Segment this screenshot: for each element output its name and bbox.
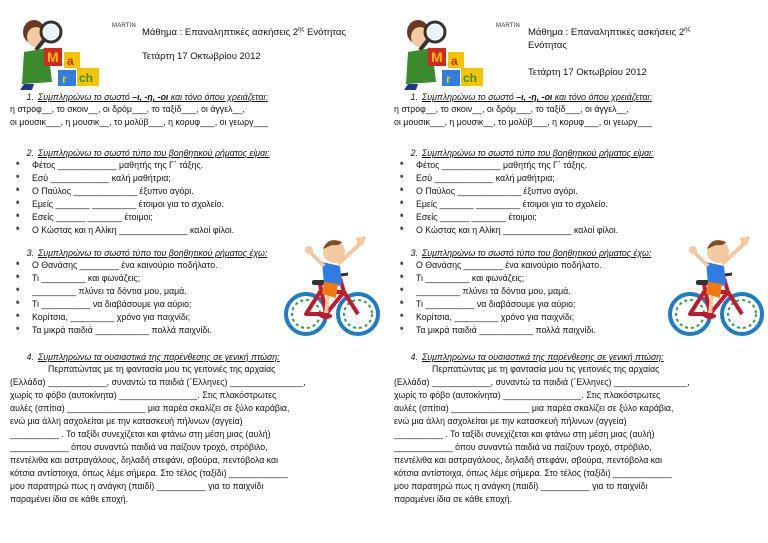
- svg-text:a: a: [451, 54, 458, 68]
- exercise-2-item: * Ο Κώστας και η Αλίκη ______________ καλοί φίλοι.: [10, 224, 375, 237]
- exercise-4-line: ενώ μια άλλη ασχολείται με την κατασκευή πήλινων (αγγεία): [394, 416, 627, 426]
- svg-text:ch: ch: [79, 71, 94, 85]
- exercise-2-item: * Εσύ ____________ καλή μαθήτρια;: [10, 172, 375, 185]
- exercise-4-heading: 4. Συμπληρώνω τα ουσιαστικά της παρένθεσης σε γενική πτώση:: [410, 352, 664, 362]
- exercise-4-line: μου παρατηρώ πως η ανάγκη (παιδί) __________ για το παιχνίδι: [10, 481, 264, 491]
- lesson-title: Μάθημα : Επαναληπτικές ασκήσεις $2^{\eta\varsigma}$ Ενότητας: [142, 26, 346, 38]
- exercise-3-item: * Τι __________ να διαβάσουμε για αύριο;: [10, 298, 375, 311]
- exercise-4-line: χωρίς το φόβο (αυτοκίνητα) ________________. Στις πλακόστρωτες: [10, 390, 277, 400]
- exercise-2-item: * Εσείς ______ _______ έτοιμοι;: [10, 211, 375, 224]
- exercise-4-line: __________ . Το ταξίδι συνεχίζεται και φτάνω στη μέση μιας (αυλή): [394, 429, 655, 439]
- exercise-4: [394, 351, 759, 506]
- exercise-2-item: * Εσύ ____________ καλή μαθήτρια;: [394, 172, 759, 185]
- brand-label: MARTIN: [112, 23, 137, 29]
- exercise-1-line: η στροφ__, το σκοιν__, οι δρόμ___, το ταξίδ___, οι άγγελ__,: [10, 104, 245, 114]
- exercise-4-line: κότσια αντίστοιχα, όπως λέμε σήμερα. Στο τέλος (ταξίδι) ____________: [10, 468, 288, 478]
- exercise-2-item: * Ο Κώστας και η Αλίκη ______________ καλοί φίλοι.: [394, 224, 759, 237]
- exercise-2-item: * Εσείς ______ _______ έτοιμοι;: [394, 211, 759, 224]
- exercise-1-heading: 1. Συμπληρώνω το σωστό –ι, -η, -οι και τόνο όπου χρειάζεται:: [410, 92, 652, 102]
- brand-label: MARTIN: [496, 23, 521, 29]
- exercise-1-line: η στροφ__, το σκοιν__, οι δρόμ___, το ταξίδ___, οι άγγελ__,: [394, 104, 629, 114]
- worksheet-header: [0, 0, 380, 92]
- lesson-date: Τετάρτη 17 Οκτωβρίου 2012: [528, 67, 647, 78]
- lesson-date: Τετάρτη 17 Οκτωβρίου 2012: [142, 51, 261, 62]
- exercise-4-line: κότσια αντίστοιχα, όπως λέμε σήμερα. Στο τέλος (ταξίδι) ____________: [394, 468, 672, 478]
- exercise-4-line: μου παρατηρώ πως η ανάγκη (παιδί) __________ για το παιχνίδι: [394, 481, 648, 491]
- exercise-4-line: (Ελλάδα) ____________, συναντώ τα παιδιά (΄Ελληνες) _______________,: [10, 377, 306, 387]
- boy-riding-bicycle-icon: [282, 222, 380, 340]
- exercise-3-item: * Ο Θανάσης ________ ένα καινούριο ποδήλατο.: [394, 259, 759, 272]
- exercise-4-line: παραμένει ίδια σε κάθε εποχή.: [394, 494, 513, 504]
- exercise-1-heading: 1. Συμπληρώνω το σωστό –ι, -η, -οι και τόνο όπου χρειάζεται:: [26, 92, 268, 102]
- exercise-1-line: οι μουσικ___, η μουσικ__, το μολύβ___, η κορυφ___, οι γεωργ___: [10, 117, 269, 127]
- exercise-4-line: αυλές (σπίτια) ________________ μια παρέα σκαλίζει σε ξύλο καράβια,: [394, 403, 674, 413]
- worksheet-header: [384, 0, 764, 92]
- exercise-3-heading: 3. Συμπληρώνω το σωστό τύπο του βοηθητικού ρήματος έχω:: [410, 248, 652, 258]
- exercise-4: [10, 351, 375, 506]
- exercise-4-line: πεντέλιθα και αστραγάλους, δηλαδή στεφάνι, σβούρα, πεντόβολα και: [10, 455, 279, 465]
- svg-text:M: M: [47, 49, 59, 65]
- exercise-3-item: * Ο Θανάσης ________ ένα καινούριο ποδήλατο.: [10, 259, 375, 272]
- exercise-4-line: ____________ όπου συναντώ παιδιά να παίζουν τροχό, στρόβιλο,: [10, 442, 268, 452]
- exercise-1-line: οι μουσικ___, η μουσικ__, το μολύβ___, η κορυφ___, οι γεωργ___: [394, 117, 653, 127]
- exercise-2-item: * Ο Παύλος _____________ έξυπνο αγόρι.: [394, 185, 759, 198]
- exercise-3-item: * Τι _________ και φωνάζεις;: [394, 272, 759, 285]
- kid-with-magnifying-glass-icon: [14, 12, 124, 92]
- svg-text:r: r: [446, 72, 451, 86]
- exercise-2-heading: 2. Συμπληρώνω το σωστό τύπο του βοηθητικού ρήματος είμαι:: [410, 148, 654, 158]
- exercise-4-line: __________ . Το ταξίδι συνεχίζεται και φτάνω στη μέση μιας (αυλή): [10, 429, 271, 439]
- exercise-3-item: * Τι __________ να διαβάσουμε για αύριο;: [394, 298, 759, 311]
- exercise-2-item: * Εμείς _______ _________ έτοιμοι για το σχολείο.: [10, 198, 375, 211]
- exercise-4-heading: 4. Συμπληρώνω τα ουσιαστικά της παρένθεσης σε γενική πτώση:: [26, 352, 280, 362]
- exercise-2-item: * Φέτος ____________ μαθητής της Γ΄ τάξης.: [10, 159, 375, 172]
- exercise-4-line: αυλές (σπίτια) ________________ μια παρέα σκαλίζει σε ξύλο καράβια,: [10, 403, 290, 413]
- exercise-2-heading: 2. Συμπληρώνω το σωστό τύπο του βοηθητικού ρήματος είμαι:: [26, 148, 270, 158]
- svg-text:a: a: [67, 54, 74, 68]
- exercise-4-line: πεντέλιθα και αστραγάλους, δηλαδή στεφάνι, σβούρα, πεντόβολα και: [394, 455, 663, 465]
- exercise-2-item: * Φέτος ____________ μαθητής της Γ΄ τάξης.: [394, 159, 759, 172]
- exercise-3-item: * Τα μικρά παιδιά ___________ πολλά παιχνίδι.: [10, 324, 375, 337]
- exercise-4-line: ενώ μια άλλη ασχολείται με την κατασκευή πήλινων (αγγεία): [10, 416, 243, 426]
- kid-with-magnifying-glass-icon: [398, 12, 508, 92]
- exercise-2-item: * Ο Παύλος _____________ έξυπνο αγόρι.: [10, 185, 375, 198]
- exercise-1: [10, 91, 375, 129]
- exercise-4-line: Περπατώντας με τη φαντασία μου τις γειτονιές της αρχαίας: [48, 364, 276, 374]
- exercise-1: [394, 91, 759, 129]
- exercise-3-item: * _________ πλύνει τα δόντια μου, μαμά.: [10, 285, 375, 298]
- worksheet-left: [0, 0, 380, 543]
- boy-riding-bicycle-icon: [666, 222, 764, 340]
- exercise-4-line: χωρίς το φόβο (αυτοκίνητα) ________________. Στις πλακόστρωτες: [394, 390, 661, 400]
- exercise-4-line: Περπατώντας με τη φαντασία μου τις γειτονιές της αρχαίας: [432, 364, 660, 374]
- exercise-4-line: ____________ όπου συναντώ παιδιά να παίζουν τροχό, στρόβιλο,: [394, 442, 652, 452]
- exercise-3-item: * Τα μικρά παιδιά ___________ πολλά παιχνίδι.: [394, 324, 759, 337]
- exercise-3-item: * _________ πλύνει τα δόντια μου, μαμά.: [394, 285, 759, 298]
- svg-text:M: M: [431, 49, 443, 65]
- exercise-3-item: * Κορίτσια, _________ χρόνο για παιχνίδι;: [10, 311, 375, 324]
- exercise-3-heading: 3. Συμπληρώνω το σωστό τύπο του βοηθητικού ρήματος έχω:: [26, 248, 268, 258]
- exercise-4-line: παραμένει ίδια σε κάθε εποχή.: [10, 494, 129, 504]
- lesson-title: Μάθημα : Επαναληπτικές ασκήσεις $2^{\eta\varsigma}$ Ενότητας: [528, 26, 691, 51]
- exercise-3-item: * Κορίτσια, _________ χρόνο για παιχνίδι;: [394, 311, 759, 324]
- svg-text:ch: ch: [463, 71, 478, 85]
- exercise-4-line: (Ελλάδα) ____________, συναντώ τα παιδιά (΄Ελληνες) _______________,: [394, 377, 690, 387]
- exercise-3-item: * Τι _________ και φωνάζεις;: [10, 272, 375, 285]
- exercise-2-item: * Εμείς _______ _________ έτοιμοι για το σχολείο.: [394, 198, 759, 211]
- svg-text:r: r: [62, 72, 67, 86]
- worksheet-right: [384, 0, 764, 543]
